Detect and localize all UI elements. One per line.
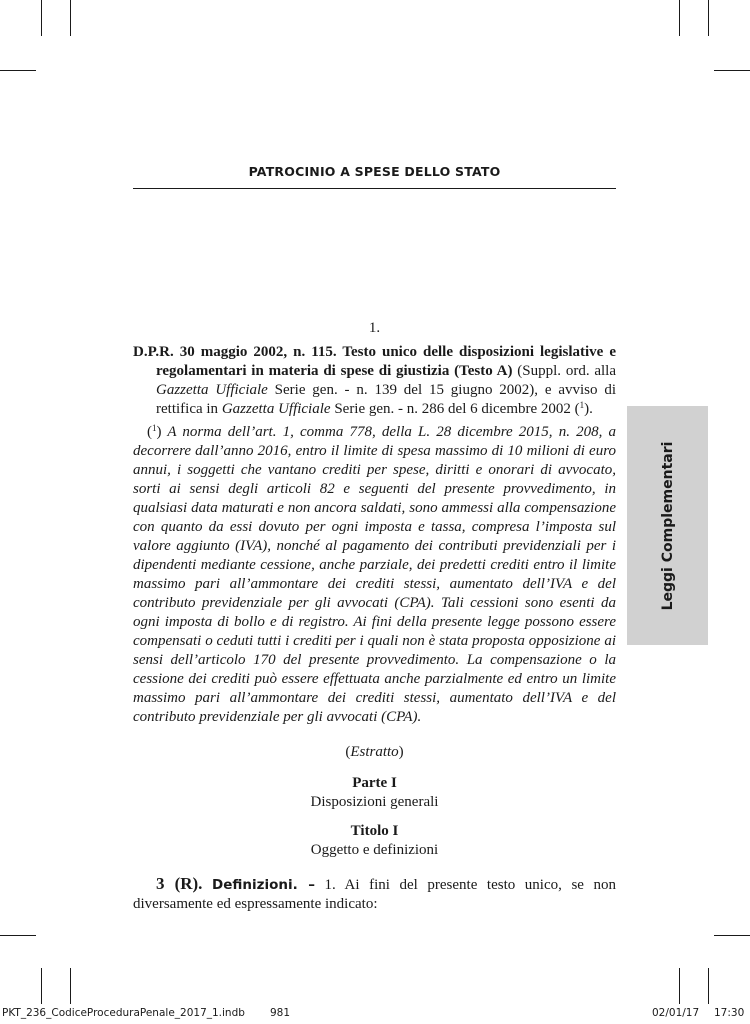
- crop-mark: [41, 0, 42, 36]
- crop-mark: [708, 0, 709, 36]
- publication-info: (Suppl. ord. alla: [512, 363, 616, 379]
- section-thumb-label: Leggi Complementari: [660, 441, 676, 611]
- part-subtitle: Disposizioni generali: [310, 794, 439, 810]
- section-thumb-tab: [627, 406, 708, 645]
- document-number: 1.: [368, 320, 381, 336]
- footer-page-number: 981: [270, 1007, 291, 1019]
- extract-note: [133, 743, 616, 762]
- title-separator: .: [332, 344, 343, 360]
- crop-mark: [70, 968, 71, 1004]
- article-number: 3 (R).: [156, 874, 203, 893]
- crop-mark: [679, 0, 680, 36]
- title-heading: Titolo I: [350, 823, 399, 839]
- footer-date: 02/01/17: [652, 1007, 700, 1019]
- publication-info: Serie gen. - n. 286 del 6 dicembre 2002 (: [330, 401, 580, 417]
- running-head-rule: [133, 188, 616, 189]
- crop-mark: [714, 70, 750, 71]
- publication-info: Serie gen. - n. 139 del 15 giugno 2002), e avviso di rettifica in: [156, 382, 616, 417]
- footnote-text: ). Tali cessioni sono esenti da ogni imposta di bollo e di registro. Ai fini della presente legge possono essere compensati o ceduti tutti i crediti per i quali non è stata proposta opposizione ai sensi dell’articolo 170 del presente provvedimento. La compensazione o la cessione dei crediti può essere effettuata anche parzialmente ed entro un limite massimo pari all’ammontare dei crediti stessi, aumentato dell’IVA e del contributo previdenziale per gli avvocati (: [133, 595, 616, 725]
- footnote-text: CPA: [386, 709, 413, 725]
- footnote-text: A norma dell’art. 1, comma 778, della L. 28 dicembre 2015, n. 208, a decorrere dall’anno 2016, entro il limite di spesa massimo di 10 milioni di euro annui, i soggetti che vantano crediti per spese, diritti e onorari di avvocato, sorti ai sensi degli articoli 82 e seguenti del presente provvedimento, in qualsiasi data maturati e non ancora saldati, sono ammessi alla compensazione con quanto da essi dovuto per ogni imposta e tassa, compresa l’imposta sul valore aggiunto (: [133, 424, 616, 554]
- decree-reference: D.P.R. 30 maggio 2002, n. 115: [133, 344, 333, 360]
- crop-mark: [714, 935, 750, 936]
- article-name: Definizioni. –: [211, 877, 315, 893]
- extract-word: Estratto: [350, 744, 399, 760]
- decree-title: Testo unico delle disposizioni legislative e regolamentari in materia di spese di giustizia (Testo A): [156, 344, 616, 379]
- running-head: PATROCINIO A SPESE DELLO STATO: [248, 164, 501, 179]
- footnote-text: IVA: [240, 538, 263, 554]
- footnote-reference: 1: [579, 400, 585, 410]
- extract-paren: (: [345, 744, 351, 760]
- footer-time: 17:30: [714, 1007, 745, 1019]
- article-text: 1. Ai fini del presente testo unico, se non diversamente ed espressamente indicato:: [133, 877, 616, 912]
- crop-mark: [0, 935, 36, 936]
- article-paragraph: [133, 874, 616, 914]
- crop-mark: [708, 968, 709, 1004]
- publication-info: ).: [584, 401, 593, 417]
- crop-mark: [70, 0, 71, 36]
- part-heading: Parte I: [352, 775, 397, 791]
- gazette-name: Gazzetta Ufficiale: [221, 401, 331, 417]
- footnote-text: CPA: [399, 595, 426, 611]
- extract-paren: ): [398, 744, 404, 760]
- footnote-text: ).: [412, 709, 422, 725]
- footnote-marker-number: 1: [152, 423, 157, 433]
- crop-mark: [679, 968, 680, 1004]
- page-content: [133, 319, 616, 914]
- footer-filename: PKT_236_CodiceProceduraPenale_2017_1.indb: [2, 1007, 245, 1019]
- crop-mark: [0, 70, 36, 71]
- gazette-name: Gazzetta Ufficiale: [156, 382, 268, 398]
- crop-mark: [41, 968, 42, 1004]
- footnote-marker: ): [156, 424, 162, 440]
- title-subtitle: Oggetto e definizioni: [310, 842, 439, 858]
- document-title: [133, 343, 616, 419]
- footnote-marker: (: [147, 424, 152, 440]
- footnote-text: ), nonché al pagamento dei contributi previdenziali per i dipendenti mediante cessione, anche parziale, dei predetti crediti entro il limite massimo pari all’ammontare dei crediti stessi, aumentato dell’IVA e del contributo previdenziale per gli avvocati (: [133, 538, 616, 611]
- footnote: [133, 423, 616, 727]
